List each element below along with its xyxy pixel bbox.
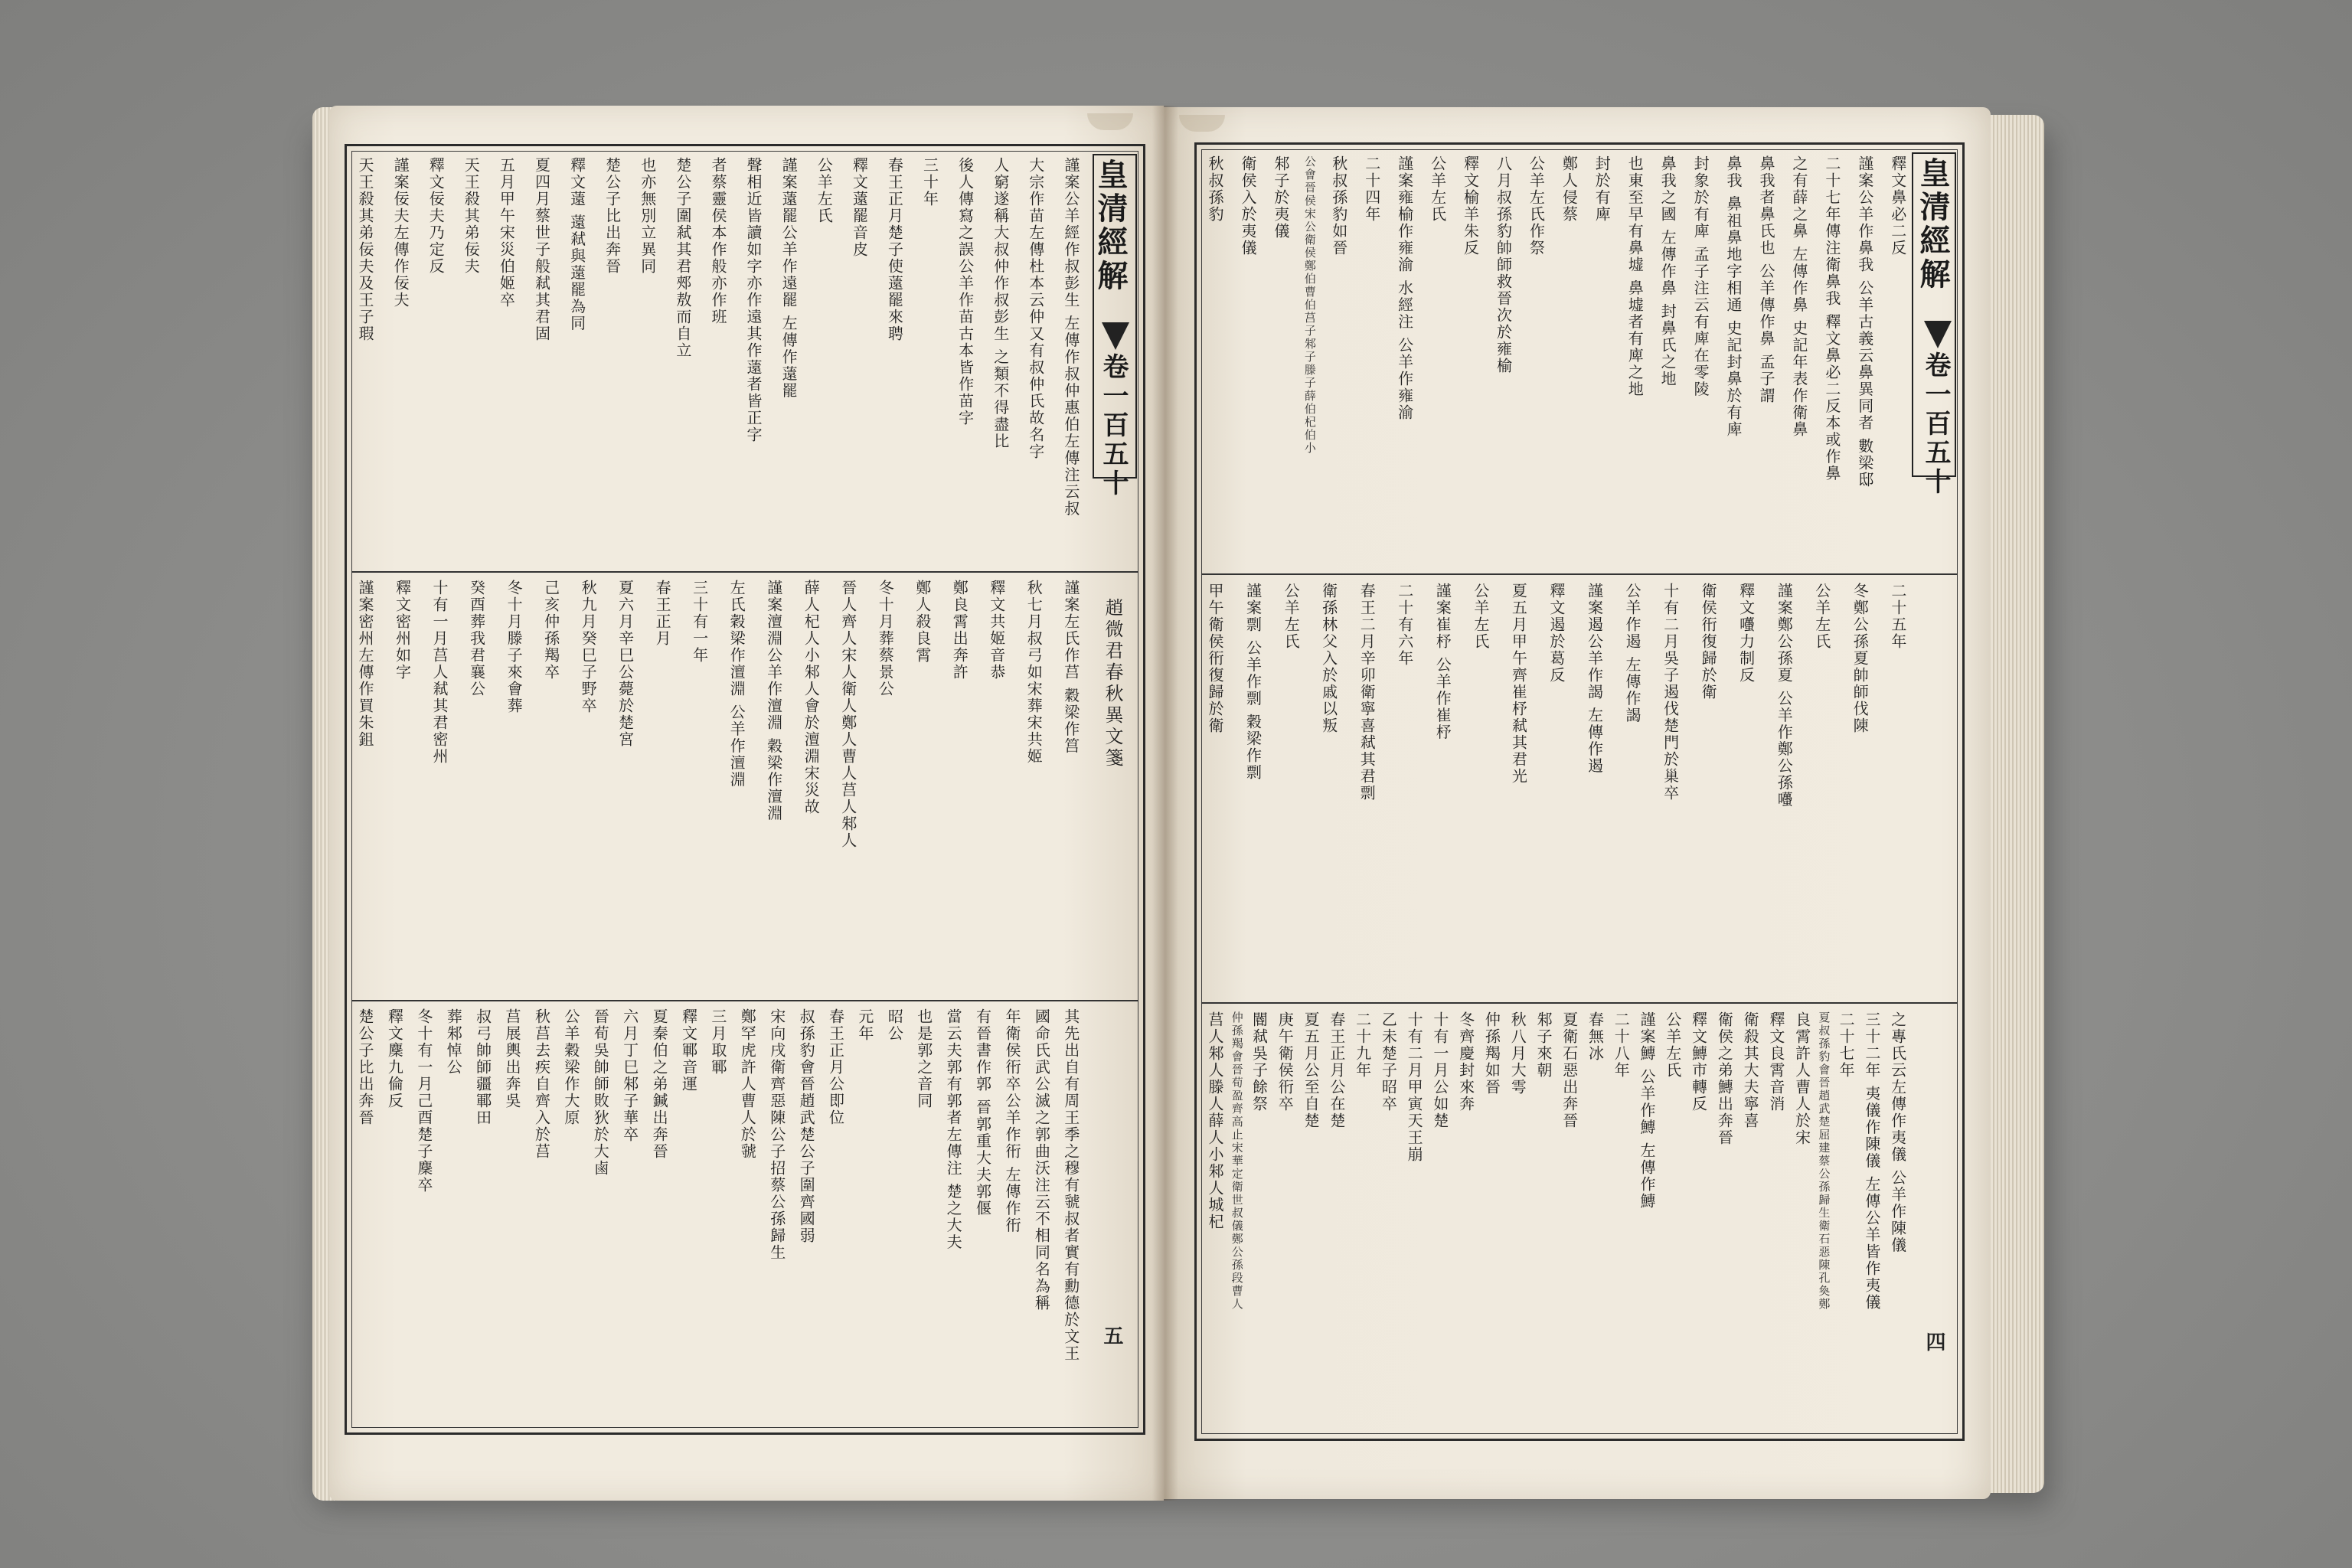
text-column: 夏秦伯之弟鍼出奔晉 [650, 1008, 669, 1160]
text-column: 也是郭之音同 [914, 1008, 933, 1109]
text-column: 衛侯之弟鱄出奔晉 [1715, 1011, 1734, 1146]
text-column: 夏六月辛巳公薨於楚宮 [616, 580, 635, 748]
text-column: 年衛侯衎卒公羊作衎 左傳作衎 [1002, 1008, 1021, 1234]
text-column: 釋文良霄音消 [1766, 1011, 1785, 1112]
text-column: 薛人杞人小邾人會於澶淵宋災故 [802, 580, 821, 815]
book-gutter [1152, 106, 1178, 1501]
text-column: 夏衛石惡出奔晉 [1560, 1011, 1579, 1129]
left-band-bottom [354, 1008, 1082, 1422]
text-column: 鼻我之國 左傳作鼻 封鼻氏之地 [1658, 155, 1677, 387]
text-column: 有晉書作郭 晉郭重大夫郭偃 [973, 1008, 992, 1217]
text-column: 公羊左氏 [1812, 583, 1831, 650]
text-column: 公羊作遏 左傳作謁 [1623, 583, 1642, 724]
text-column: 十有一月公如楚 [1430, 1011, 1449, 1129]
text-column: 之有薛之鼻 左傳作鼻 史記年表作衛鼻 [1789, 155, 1808, 438]
page-fold [1179, 115, 1225, 132]
text-column: 十有二月甲寅天王崩 [1405, 1011, 1424, 1163]
left-page [329, 106, 1164, 1501]
text-column: 謹案崔杼 公羊作崔杼 [1433, 583, 1452, 741]
text-column: 良霄許人曹人於宋 [1792, 1011, 1811, 1146]
text-column: 公羊左氏 [1471, 583, 1490, 650]
text-column: 二十八年 [1612, 1011, 1631, 1079]
text-column: 三月取鄆 [708, 1008, 727, 1076]
text-column: 晉荀吳帥師敗狄於大鹵 [591, 1008, 610, 1177]
text-column: 春王正月楚子使薳罷來聘 [885, 157, 904, 342]
text-column: 釋文薳 薳弒與薳罷為同 [567, 157, 586, 332]
text-column: 釋文遏於葛反 [1547, 583, 1566, 684]
text-column: 鄭人侵蔡 [1560, 155, 1579, 223]
text-column: 乙未楚子昭卒 [1379, 1011, 1398, 1112]
text-column: 楚公子比出奔晉 [603, 157, 622, 275]
text-column: 公羊左氏 [815, 157, 834, 224]
text-column: 昭公 [885, 1008, 904, 1042]
text-column: 者蔡靈侯本作般亦作班 [708, 157, 727, 325]
text-column: 二十七年傳注衛鼻我 釋文鼻必二反本或作鼻 [1822, 155, 1841, 482]
text-column: 封於有庳 [1592, 155, 1612, 223]
text-column: 大宗作苗左傳杜本云仲又有叔仲氏故名字 [1026, 157, 1045, 460]
text-column: 鼻我者鼻氏也 公羊傳作鼻 孟子謂 [1756, 155, 1775, 404]
text-column: 閽弒吳子餘祭 [1250, 1011, 1269, 1112]
band-divider [351, 571, 1138, 573]
text-column: 夏五月公至自楚 [1302, 1011, 1321, 1129]
text-column: 八月叔孫豹帥師救晉次於雍榆 [1494, 155, 1513, 374]
text-column: 謹案鄭公孫夏 公羊作鄭公孫囆 [1775, 583, 1794, 808]
text-column: 夏五月甲午齊崔杼弒其君光 [1509, 583, 1528, 785]
text-column: 三十年 [920, 157, 939, 207]
text-column: 釋文囆力制反 [1736, 583, 1756, 684]
text-column: 謹案薳罷公羊作遠罷 左傳作薳罷 [779, 157, 799, 400]
text-column: 十有二月吳子遏伐楚門於巢卒 [1661, 583, 1680, 802]
text-column: 鄭罕虎許人曹人於虢 [738, 1008, 757, 1160]
text-column: 甲午衛侯衎復歸於衛 [1206, 583, 1224, 734]
text-column: 釋文榆羊朱反 [1461, 155, 1480, 256]
text-column: 公羊左氏作祭 [1527, 155, 1546, 256]
text-column: 鄭人殺良霄 [913, 580, 932, 664]
text-column: 春無冰 [1586, 1011, 1605, 1062]
text-column: 謹案剽 公羊作剽 穀梁作剽 [1243, 583, 1263, 781]
text-column: 公羊左氏 [1428, 155, 1447, 223]
text-column: 三十二年 夷儀作陳儀 左傳公羊皆作夷儀 [1862, 1011, 1881, 1311]
text-column: 謹案雍榆作雍渝 水經注 公羊作雍渝 [1395, 155, 1414, 421]
left-band-top [354, 157, 1082, 567]
text-column: 聲相近皆讀如字亦作遠其作薳者皆正字 [744, 157, 763, 443]
text-column: 仲孫羯如晉 [1482, 1011, 1501, 1096]
text-column: 衛孫林父入於戚以叛 [1319, 583, 1338, 734]
text-column: 春王正月公在楚 [1327, 1011, 1346, 1129]
text-column: 二十五年 [1888, 583, 1907, 650]
text-column: 己亥仲孫羯卒 [541, 580, 560, 681]
text-column: 叔弓帥師疆鄆田 [473, 1008, 492, 1126]
text-column: 三十有一年 [690, 580, 709, 664]
text-column: 釋文佞夫乃定反 [426, 157, 446, 275]
text-column: 謹案鱄 公羊作鱄 左傳作鱄 [1638, 1011, 1657, 1210]
text-column: 謹案佞夫左傳作佞夫 [391, 157, 410, 309]
text-column: 夏叔孫豹會晉趙武楚屈建蔡公孫歸生衛石惡陳孔奐鄭 [1817, 1011, 1831, 1311]
text-column: 秋七月叔弓如宋葬宋共姬 [1024, 580, 1044, 765]
band-divider [1201, 1002, 1958, 1004]
book-edge-right [1983, 115, 2044, 1493]
text-column: 莒展輿出奔吳 [503, 1008, 522, 1109]
page-fold [1087, 113, 1133, 130]
text-column: 左氏穀梁作澶淵 公羊作澶淵 [727, 580, 746, 789]
text-column: 邾子來朝 [1534, 1011, 1553, 1079]
text-column: 春王正月 [653, 580, 672, 647]
left-band-middle [354, 580, 1082, 993]
right-text-frame [1194, 142, 1965, 1441]
text-column: 釋文鼻必二反 [1888, 155, 1907, 256]
left-banner-title: 皇清經解 [1093, 158, 1129, 293]
right-page [1164, 107, 1991, 1499]
text-column: 也東至早有鼻墟 鼻墟者有庳之地 [1625, 155, 1645, 398]
text-column: 元年 [855, 1008, 874, 1042]
text-column: 釋文密州如字 [393, 580, 412, 681]
right-band-top [1204, 155, 1909, 569]
text-column: 秋九月癸巳子野卒 [579, 580, 598, 714]
text-column: 夏四月蔡世子般弒其君固 [532, 157, 551, 342]
text-column: 其先出自有周王季之穆有虢叔者實有勳德於文王 [1061, 1008, 1080, 1362]
text-column: 鼻我 鼻祖鼻地字相通 史記封鼻於有庳 [1724, 155, 1743, 438]
text-column: 公羊穀梁作大原 [561, 1008, 580, 1126]
text-column: 衛侯衎復歸於衛 [1699, 583, 1718, 701]
text-column: 二十七年 [1837, 1011, 1856, 1079]
text-column: 之專氏云左傳作夷儀 公羊作陳儀 [1888, 1011, 1907, 1254]
text-column: 封象於有庳 孟子注云有庳在零陵 [1691, 155, 1710, 398]
text-column: 當云夫郭有郭者左傳注 楚之大夫 [944, 1008, 963, 1251]
text-column: 衛殺其大夫寧喜 [1741, 1011, 1760, 1129]
text-column: 衛侯入於夷儀 [1238, 155, 1257, 256]
text-column: 楚公子比出奔晉 [356, 1008, 374, 1126]
text-column: 公羊左氏 [1282, 583, 1301, 650]
text-column: 謹案澶淵公羊作澶淵 穀梁作澶淵 [764, 580, 783, 822]
text-column: 冬鄭公孫夏帥師伐陳 [1851, 583, 1870, 734]
text-column: 宋向戌衛齊惡陳公子招蔡公孫歸生 [767, 1008, 786, 1261]
text-column: 冬十月滕子來會葬 [505, 580, 524, 714]
text-column: 天王殺其弟佞夫及王子瑕 [356, 157, 374, 342]
text-column: 晉人齊人宋人衛人鄭人曹人莒人邾人 [838, 580, 858, 849]
band-divider [1201, 573, 1958, 575]
text-column: 釋文鄆音運 [679, 1008, 698, 1093]
text-column: 春王正月公即位 [826, 1008, 845, 1126]
text-column: 秋叔孫豹如晉 [1329, 155, 1348, 256]
text-column: 釋文鱄市轉反 [1689, 1011, 1708, 1112]
text-column: 五月甲午宋災伯姬卒 [497, 157, 516, 309]
text-column: 人窮遂稱大叔仲作叔彭生 之類不得盡比 [991, 157, 1010, 450]
text-column: 釋文麇九倫反 [385, 1008, 404, 1109]
text-column: 十有一月莒人弒其君密州 [430, 580, 449, 765]
text-column: 謹案密州左傳作買朱鉏 [356, 580, 374, 748]
text-column: 二十四年 [1362, 155, 1381, 223]
left-banner-volume: 卷一百五十 [1098, 353, 1129, 498]
band-divider [351, 1000, 1138, 1001]
text-column: 邾子於夷儀 [1271, 155, 1290, 240]
text-column: 冬齊慶封來奔 [1456, 1011, 1475, 1112]
text-column: 公羊左氏 [1663, 1011, 1682, 1079]
text-column: 六月丁巳邾子華卒 [620, 1008, 639, 1143]
text-column: 釋文薳罷音皮 [850, 157, 869, 258]
text-column: 叔孫豹會晉趙武楚公子圍齊國弱 [797, 1008, 816, 1244]
text-column: 天王殺其弟佞夫 [462, 157, 481, 275]
text-column: 癸酉葬我君襄公 [467, 580, 486, 697]
right-band-middle [1204, 583, 1909, 996]
text-column: 公會晉侯宋公衛侯鄭伯曹伯莒子邾子滕子薛伯杞伯小 [1302, 155, 1317, 455]
right-banner-volume: 卷一百五十 [1920, 351, 1951, 497]
text-column: 謹案遏公羊作謁 左傳作遏 [1585, 583, 1604, 775]
text-column: 庚午衛侯衎卒 [1276, 1011, 1295, 1112]
text-column: 謹案公羊經作叔彭生 左傳作叔仲惠伯左傳注云叔 [1061, 157, 1080, 518]
text-column: 謹案左氏作莒 穀梁作筥 [1061, 580, 1080, 755]
text-column: 國命氏武公滅之郭曲沃注云不相同名為稱 [1032, 1008, 1051, 1312]
text-column: 謹案公羊作鼻我 公羊古義云鼻異同者 數梁邸 [1855, 155, 1874, 488]
right-band-bottom [1204, 1011, 1909, 1429]
text-column: 二十有六年 [1395, 583, 1414, 667]
right-folio-number: 四 [1922, 1331, 1945, 1351]
text-column: 秋叔孫豹 [1206, 155, 1224, 223]
text-column: 楚公子圍弒其君郟敖而自立 [673, 157, 692, 359]
text-column: 也亦無別立異同 [638, 157, 657, 275]
left-folio-number: 五 [1100, 1325, 1123, 1345]
text-column: 春王二月辛卯衛寧喜弒其君剽 [1357, 583, 1377, 802]
text-column: 冬十有一月己酉楚子麇卒 [414, 1008, 433, 1194]
text-column: 釋文共姬音恭 [987, 580, 1006, 681]
text-column: 秋莒去疾自齊入於莒 [532, 1008, 551, 1160]
text-column: 鄭良霄出奔許 [950, 580, 969, 681]
text-column: 後人傳寫之誤公羊作苗古本皆作苗字 [956, 157, 975, 426]
text-column: 莒人邾人滕人薛人小邾人城杞 [1206, 1011, 1224, 1230]
text-column: 仲孫羯會晉荀盈齊高止宋華定衛世叔儀鄭公孫段曹人 [1230, 1011, 1244, 1311]
left-author-line: 趙微君春秋異文箋 [1102, 598, 1123, 769]
text-column: 冬十月葬蔡景公 [876, 580, 895, 697]
left-text-frame [345, 144, 1145, 1435]
text-column: 秋八月大雩 [1508, 1011, 1527, 1096]
text-column: 葬邾悼公 [444, 1008, 463, 1076]
right-banner-title: 皇清經解 [1915, 157, 1951, 292]
text-column: 二十九年 [1353, 1011, 1372, 1079]
